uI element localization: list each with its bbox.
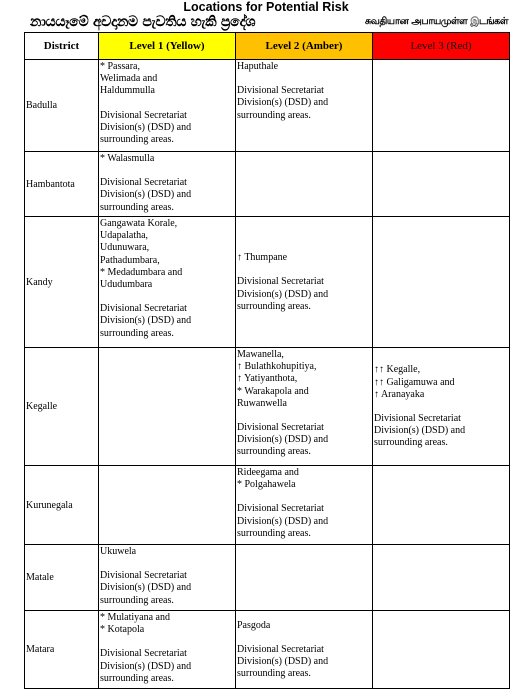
location-name: * Polgahawela: [237, 479, 296, 491]
district-name: Matale: [25, 545, 99, 611]
location-name: Pathadumbara,: [100, 254, 160, 266]
dsd-note: Divisional Secretariat: [374, 413, 461, 424]
location-name: ↑ Thumpane: [237, 252, 288, 264]
location-name: Udapalatha,: [100, 230, 149, 242]
dsd-note: Divisional Secretariat: [237, 422, 324, 434]
dsd-note: surrounding areas.: [237, 300, 311, 312]
dsd-note: Division(s) (DSD) and: [237, 288, 329, 300]
dsd-note: surrounding areas.: [100, 134, 174, 146]
dsd-note: Division(s) (DSD) and: [237, 515, 329, 527]
dsd-note: Divisional Secretariat: [100, 109, 187, 121]
location-name: * Kotapola: [100, 624, 145, 636]
subtitle-row: [28, 13, 508, 31]
location-name: Ududumbara: [100, 279, 153, 291]
dsd-note: Divisional Secretariat: [237, 503, 324, 515]
dsd-note: surrounding areas.: [100, 672, 174, 684]
dsd-note: surrounding areas.: [237, 668, 311, 680]
page-title: Locations for Potential Risk: [183, 0, 349, 14]
table-row: [25, 545, 510, 611]
dsd-note: Divisional Secretariat: [237, 643, 324, 655]
cell-level2: [236, 611, 373, 689]
district-name: Kandy: [25, 217, 99, 348]
cell-level1: [99, 217, 236, 348]
cell-level3: [373, 60, 510, 152]
spacer: [237, 264, 371, 276]
subtitle-sinhala: නායයෑමේ අවදානම පැවතිය හැකි ප්‍රදේශ: [30, 14, 256, 30]
cell-level2: [236, 466, 373, 545]
location-name: Welimada and: [100, 73, 158, 85]
spacer: [100, 558, 234, 570]
dsd-note: Division(s) (DSD) and: [100, 315, 192, 327]
spacer: [237, 632, 371, 644]
cell-level1: [99, 152, 236, 217]
dsd-note: Division(s) (DSD) and: [100, 121, 192, 133]
district-name: Kegalle: [25, 348, 99, 466]
cell-level2: [236, 545, 373, 611]
location-name: Udunuwara,: [100, 242, 150, 254]
location-name: ↑↑ Kegalle,: [374, 364, 421, 376]
cell-level1: [99, 545, 236, 611]
location-name: ↑ Aranayaka: [374, 388, 425, 400]
dsd-note: Division(s) (DSD) and: [237, 656, 329, 667]
cell-level3: [373, 217, 510, 348]
location-name: * Walasmulla: [100, 153, 155, 164]
location-name: * Warakapola and: [237, 385, 309, 397]
dsd-note: Divisional Secretariat: [100, 177, 187, 189]
cell-level3: [373, 152, 510, 217]
table-row: [25, 611, 510, 689]
cell-level3: [373, 466, 510, 545]
dsd-note: Division(s) (DSD) and: [237, 434, 329, 446]
dsd-note: surrounding areas.: [237, 446, 311, 458]
dsd-note: surrounding areas.: [237, 527, 311, 539]
header-level2-amber: Level 2 (Amber): [236, 33, 373, 60]
cell-level3: [373, 348, 510, 466]
cell-level2: [236, 348, 373, 466]
spacer: [237, 491, 371, 503]
location-name: Haputhale: [237, 61, 279, 72]
table-row: [25, 60, 510, 152]
location-name: ↑↑ Galigamuwa and: [374, 376, 455, 388]
location-name: * Medadumbara and: [100, 266, 183, 278]
spacer: [100, 636, 234, 648]
cell-level1: [99, 466, 236, 545]
cell-level2: [236, 152, 373, 217]
cell-level3: [373, 545, 510, 611]
cell-level1: [99, 611, 236, 689]
dsd-note: surrounding areas.: [100, 327, 174, 339]
location-name: Pasgoda: [237, 619, 271, 631]
location-name: Gangawata Korale,: [100, 218, 178, 229]
dsd-note: Division(s) (DSD) and: [100, 660, 192, 672]
cell-level2: [236, 60, 373, 152]
dsd-note: surrounding areas.: [100, 594, 174, 606]
cell-level3: [373, 611, 510, 689]
spacer: [237, 73, 371, 85]
spacer: [100, 98, 234, 110]
location-name: * Passara,: [100, 61, 140, 72]
location-name: Haldummulla: [100, 85, 155, 97]
dsd-note: Divisional Secretariat: [100, 303, 187, 315]
dsd-note: Divisional Secretariat: [100, 648, 187, 660]
location-name: Ukuwela: [100, 546, 137, 557]
table-header-row: [25, 33, 510, 60]
header-district: District: [25, 33, 99, 60]
header-level3-red: Level 3 (Red): [373, 33, 510, 60]
dsd-note: Division(s) (DSD) and: [100, 582, 192, 594]
dsd-note: Divisional Secretariat: [237, 276, 324, 288]
header-level1-yellow: Level 1 (Yellow): [99, 33, 236, 60]
table-row: [25, 152, 510, 217]
cell-level1: [99, 60, 236, 152]
table-row: [25, 348, 510, 466]
dsd-note: surrounding areas.: [237, 109, 311, 121]
risk-locations-table: [24, 32, 510, 689]
location-name: Mawanella,: [237, 349, 284, 360]
location-name: ↑ Yatiyanthota,: [237, 373, 298, 385]
spacer: [100, 291, 234, 303]
cell-level2: [236, 217, 373, 348]
dsd-note: Division(s) (DSD) and: [237, 97, 329, 109]
location-name: * Mulatiyana and: [100, 612, 170, 623]
spacer: [374, 401, 508, 413]
district-name: Matara: [25, 611, 99, 689]
spacer: [237, 410, 371, 422]
table-row: [25, 217, 510, 348]
location-name: ↑ Bulathkohupitiya,: [237, 361, 317, 373]
cell-level1: [99, 348, 236, 466]
location-name: Ruwanwella: [237, 397, 287, 409]
location-name: Rideegama and: [237, 467, 299, 478]
district-name: Kurunegala: [25, 466, 99, 545]
subtitle-tamil: சுவதியான அபாயமுள்ள இடங்கள்: [364, 16, 508, 27]
dsd-note: surrounding areas.: [374, 437, 448, 449]
district-name: Badulla: [25, 60, 99, 152]
dsd-note: Division(s) (DSD) and: [100, 189, 192, 201]
dsd-note: Divisional Secretariat: [237, 85, 324, 97]
district-name: Hambantota: [25, 152, 99, 217]
dsd-note: Division(s) (DSD) and: [374, 425, 466, 437]
dsd-note: Divisional Secretariat: [100, 570, 187, 582]
table-row: [25, 466, 510, 545]
dsd-note: surrounding areas.: [100, 201, 174, 213]
spacer: [100, 165, 234, 177]
